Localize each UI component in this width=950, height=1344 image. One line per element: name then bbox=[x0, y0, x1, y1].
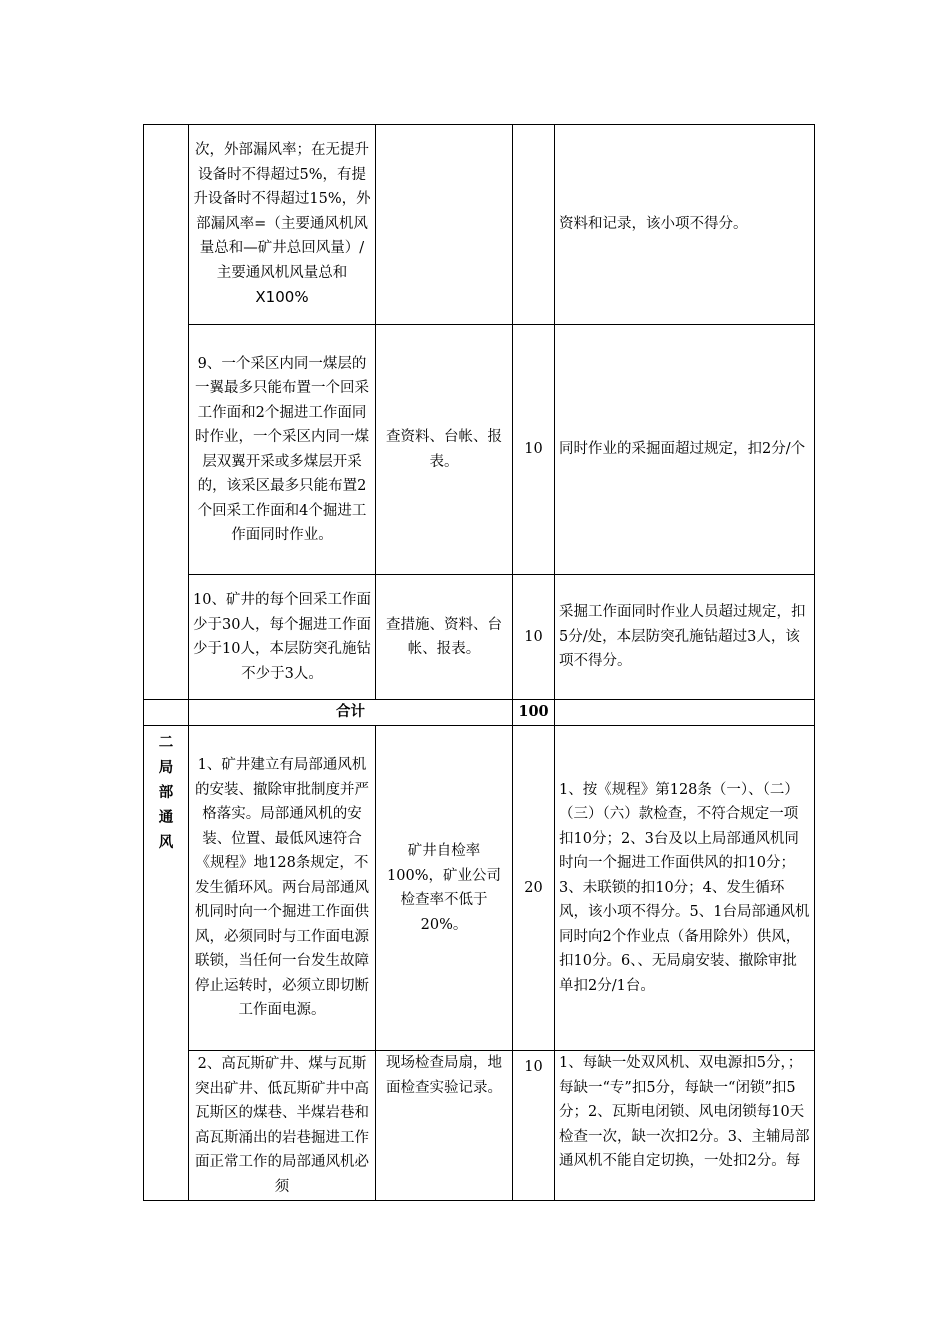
table-row bbox=[144, 726, 815, 1051]
section-cell-continued bbox=[144, 125, 189, 700]
rule-cell: 资料和记录，该小项不得分。 bbox=[555, 125, 815, 325]
points-cell: 10 bbox=[513, 575, 555, 700]
standard-cell: 1、矿井建立有局部通风机的安装、撤除审批制度并严格落实。局部通风机的安装、位置、最低风速符合《规程》地128条规定，不发生循环风。两台局部通风机同时向一个掘进工作面供风，必须同时与工作面电源联锁，当任何一台发生故障停止运转时，必须立即切断工作面电源。 bbox=[189, 726, 376, 1051]
rule-cell: 同时作业的采掘面超过规定，扣2分/个 bbox=[555, 325, 815, 575]
method-cell: 查措施、资料、台帐、报表。 bbox=[376, 575, 513, 700]
rule-cell: 1、每缺一处双风机、双电源扣5分，；每缺一“专”扣5分，每缺一“闭锁”扣5分；2、瓦斯电闭锁、风电闭锁每10天检查一次，缺一次扣2分。3、主辅局部通风机不能自定切换，一处扣2分。每 bbox=[555, 1051, 815, 1201]
method-cell bbox=[376, 125, 513, 325]
method-cell: 现场检查局扇，地面检查实验记录。 bbox=[376, 1051, 513, 1201]
points-cell: 20 bbox=[513, 726, 555, 1051]
total-points: 100 bbox=[513, 700, 555, 726]
table-row bbox=[144, 575, 815, 700]
table-row bbox=[144, 125, 815, 325]
points-cell: 10 bbox=[513, 325, 555, 575]
standard-cell: 9、一个采区内同一煤层的一翼最多只能布置一个回采工作面和2个掘进工作面同时作业，一个采区内同一煤层双翼开采或多煤层开采的，该采区最多只能布置2个回采工作面和4个掘进工作面同时作业。 bbox=[189, 325, 376, 575]
points-cell bbox=[513, 125, 555, 325]
section-title-cell bbox=[144, 726, 189, 1201]
method-cell: 查资料、台帐、报表。 bbox=[376, 325, 513, 575]
table-row bbox=[144, 1051, 815, 1201]
total-label: 合计 bbox=[189, 700, 513, 726]
rule-cell: 1、按《规程》第128条（一）、（二）（三）（六）款检查，不符合规定一项扣10分；2、3台及以上局部通风机同时向一个掘进工作面供风的扣10分；3、未联锁的扣10分；4、发生循环风，该小项不得分。5、1台局部通风机同时向2个作业点（备用除外）供风，扣10分。6、、无局扇安装、撤除审批单扣2分/1台。 bbox=[555, 726, 815, 1051]
scoring-table bbox=[143, 124, 815, 1201]
rule-cell: 采掘工作面同时作业人员超过规定，扣5分/处，本层防突孔施钻超过3人，该项不得分。 bbox=[555, 575, 815, 700]
points-cell: 10 bbox=[513, 1051, 555, 1201]
standard-cell: 2、高瓦斯矿井、煤与瓦斯突出矿井、低瓦斯矿井中高瓦斯区的煤巷、半煤岩巷和高瓦斯涌出的岩巷掘进工作面正常工作的局部通风机必须 bbox=[189, 1051, 376, 1201]
formula-tail: X100% bbox=[255, 288, 309, 307]
standard-cell: 次，外部漏风率；在无提升设备时不得超过5%，有提升设备时不得超过15%，外部漏风率=（主要通风机风量总和—矿井总回风量）/主要通风机风量总和 X100% bbox=[189, 125, 376, 325]
standard-cell: 10、矿井的每个回采工作面少于30人，每个掘进工作面少于10人，本层防突孔施钻不少于3人。 bbox=[189, 575, 376, 700]
section-title: 二局部通风 bbox=[158, 734, 174, 851]
total-row bbox=[144, 700, 815, 726]
method-cell: 矿井自检率100%，矿业公司检查率不低于20%。 bbox=[376, 726, 513, 1051]
table-row bbox=[144, 325, 815, 575]
